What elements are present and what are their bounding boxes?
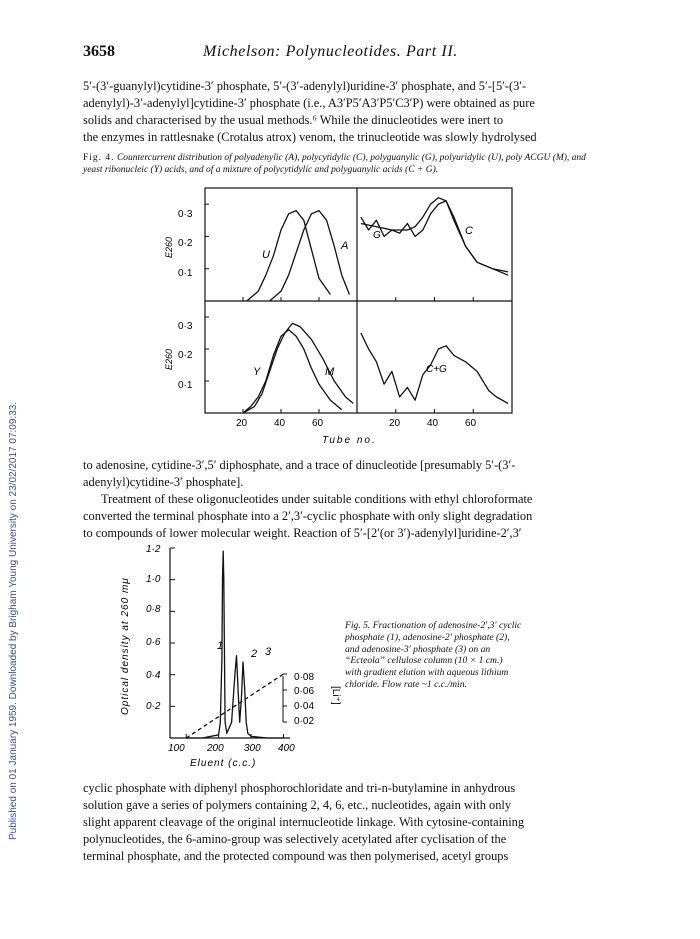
curve-label-c: C (465, 225, 473, 237)
x-tick-label: 40 (427, 418, 439, 429)
figure5-x-label: Eluent (c.c.) (190, 758, 257, 769)
caption-line: “Ecteola” cellulose column (10 × 1 cm.) (345, 655, 503, 667)
text-line: cyclic phosphate with diphenyl phosphorochloridate and tri-n-butylamine in anhydrous (83, 781, 516, 795)
text-line: terminal phosphate, and the protected compound was then polymerised, acetyl groups (83, 849, 509, 863)
curve-label-u: U (262, 249, 270, 261)
x-tick-label: 100 (168, 743, 185, 754)
y-tick-label: 0·2 (146, 701, 161, 712)
figure4-y-label-bottom: E260 (164, 348, 174, 370)
text-line: adenylyl)cytidine-3′ phosphate]. (83, 475, 244, 489)
x-tick-label: 400 (278, 743, 295, 754)
caption-line: chloride. Flow rate ~1 c.c./min. (345, 678, 467, 690)
curve-label-a: A (341, 240, 349, 252)
text-line: 5′-(3′-guanylyl)cytidine-3′ phosphate, 5′-(3′-adenylyl)uridine-3′ phosphate, and 5′-[5′-(3′- (83, 79, 527, 93)
x-tick-label: 60 (312, 418, 324, 429)
peak-label-1: 1 (217, 640, 224, 652)
peak-label-3: 3 (265, 646, 272, 658)
y2-tick-label: 0·02 (294, 716, 315, 727)
caption-line: Fig. 5. Fractionation of adenosine-2′,3′ cyclic (345, 620, 522, 631)
y-tick-label: 0·2 (178, 350, 193, 361)
curve-label-m: M (325, 366, 335, 378)
paragraph-3 (83, 780, 593, 865)
y2-tick-label: 0·08 (294, 672, 315, 683)
x-tick-label: 300 (244, 743, 261, 754)
curve-label-g: G (373, 230, 381, 241)
y2-tick-label: 0·04 (294, 701, 315, 712)
page-number: 3658 (83, 43, 115, 60)
figure5-y2-label: [Li⁺] (330, 686, 341, 705)
y-tick-label: 0·1 (178, 380, 193, 391)
caption-line: phosphate (1), adenosine-2′ phosphate (2), (345, 631, 510, 643)
text-line: the enzymes in rattlesnake (Crotalus atrox) venom, the trinucleotide was slowly hydrolysed (83, 130, 537, 144)
y-tick-label: 0·4 (146, 670, 161, 681)
caption-line: and adenosine-3′ phosphate (3) on an (345, 643, 491, 655)
y-tick-label: 0·2 (178, 238, 193, 249)
text-line: slight apparent cleavage of the original internucleotide linkage. With cytosine-containing (83, 815, 525, 829)
running-title: Michelson: Polynucleotides. Part II. (203, 43, 458, 60)
figure4-y-label-top: E260 (164, 236, 174, 258)
curve-label-y: Y (253, 366, 261, 378)
figure5-caption (345, 620, 595, 691)
text-line: adenylyl)-3′-adenylyl]cytidine-3′ phosphate (i.e., A3′P5′A3′P5′C3′P) were obtained as pure (83, 96, 535, 110)
text-line: to compounds of lower molecular weight. Reaction of 5′-[2′(or 3′)-adenylyl]uridine-2′,3′ (83, 526, 522, 540)
y2-tick-label: 0·06 (294, 686, 315, 697)
y-tick-label: 0·3 (178, 321, 193, 332)
curve-label-cg: C+G (426, 364, 447, 375)
sidebar-text: Published on 01 January 1959. Downloaded by Brigham Young University on 23/02/2017 07:09:33. (8, 401, 19, 840)
figure4-caption-lead: Fig. 4. (83, 153, 115, 163)
x-tick-label: 20 (389, 418, 401, 429)
figure5-x-ticks (168, 743, 295, 754)
figure5-y-label: Optical density at 260 mμ (120, 577, 131, 715)
y-tick-label: 0·3 (178, 209, 193, 220)
y-tick-label: 0·6 (146, 637, 161, 648)
x-tick-label: 20 (236, 418, 248, 429)
text-line: solids and characterised by the usual methods.⁶ While the dinucleotides were inert to (83, 113, 504, 127)
figure5-y-ticks (146, 544, 161, 712)
figure4-caption-text: Countercurrent distribution of polyadenylic (A), polycytidylic (C), polyguanylic (G), polyuridylic (U), poly ACGU (M), and yeast ribonucleic (Y) acids, and of a mixture of polycytidylic and polyguanylic acids (C + G). (83, 153, 586, 175)
text-line: converted the terminal phosphate into a 2′,3′-cyclic phosphate with only slight degradation (83, 509, 533, 523)
figure4-x-label: Tube no. (322, 435, 377, 446)
y-tick-label: 0·1 (178, 268, 193, 279)
y-tick-label: 0·8 (146, 604, 161, 615)
text-line: to adenosine, cytidine-3′,5′ diphosphate, and a trace of dinucleotide [presumably 5′-(3′- (83, 458, 516, 472)
x-tick-label: 200 (207, 743, 224, 754)
caption-line: with gradient elution with aqueous lithium (345, 667, 509, 679)
text-line: polynucleotides, the 6-amino-group was selectively acetylated after cyclisation of the (83, 832, 507, 846)
x-tick-label: 60 (465, 418, 477, 429)
figure5-curves (186, 551, 283, 738)
text-line: Treatment of these oligonucleotides under suitable conditions with ethyl chloroformate (101, 492, 533, 506)
text-line: solution gave a series of polymers containing 2, 4, 6, etc., nucleotides, again with only (83, 798, 512, 812)
figure5-y2-ticks (294, 672, 314, 727)
y-tick-label: 1·0 (146, 574, 161, 585)
y-tick-label: 1·2 (146, 544, 161, 555)
x-tick-label: 40 (274, 418, 286, 429)
peak-label-2: 2 (251, 648, 258, 660)
series-line-optical-density (186, 551, 283, 738)
